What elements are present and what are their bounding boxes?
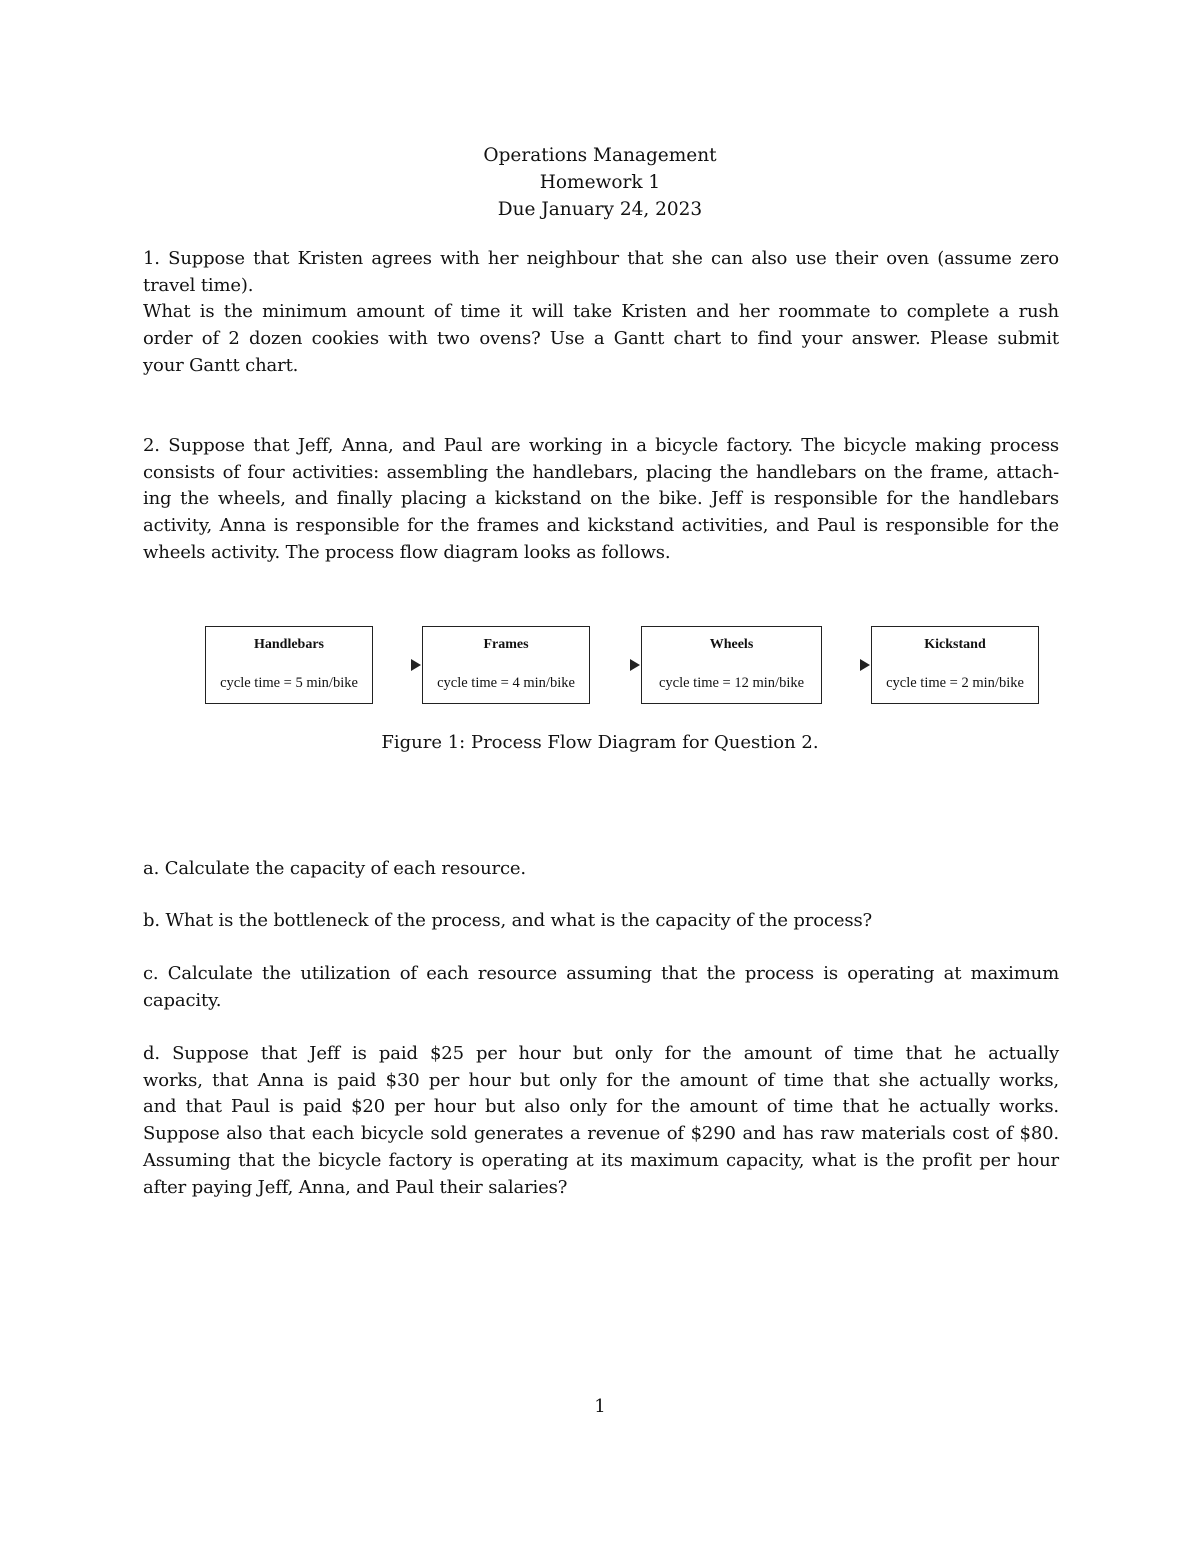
process-step-name: Handlebars [253,637,324,652]
question-2-line: wheels activity. The process flow diagram looks as follows. [143,541,671,563]
question-1 [143,246,1059,380]
question-1-line: What is the minimum amount of time it will take Kristen and her roommate to complete a rush [143,301,1059,323]
process-step-cycle-time: cycle time = 4 min/bike [437,675,575,691]
question-1-line: 1. Suppose that Kristen agrees with her neighbour that she can also use their oven (assume zero [143,248,1059,269]
question-2-line: activity, Anna is responsible for the frames and kickstand activities, and Paul is responsible for the [143,515,1059,537]
due-date: Due January 24, 2023 [497,199,703,220]
process-step-name: Wheels [709,637,754,652]
subquestion-c-line: capacity. [143,989,222,1011]
process-step-cycle-time: cycle time = 12 min/bike [658,675,805,691]
question-2-line: consists of four activities: assembling the handlebars, placing the handlebars on the frame, attach- [143,461,1059,483]
subquestion-d-line: Assuming that the bicycle factory is operating at its maximum capacity, what is the profit per hour [143,1149,1059,1171]
process-step-cycle-time: cycle time = 5 min/bike [220,675,358,691]
subquestion-d-line: and that Paul is paid $20 per hour but also only for the amount of time that he actually works. [143,1096,1059,1118]
question-1-line: your Gantt chart. [143,354,299,376]
process-step-frames [422,626,590,704]
subquestion-b-text: b. What is the bottleneck of the process, and what is the capacity of the process? [143,910,873,931]
subquestion-d-line: works, that Anna is paid $30 per hour but only for the amount of time that she actually works, [143,1069,1059,1091]
subquestion-d-line: after paying Jeff, Anna, and Paul their salaries? [143,1176,568,1198]
flow-arrow-icon [411,659,421,671]
subquestion-a-text: a. Calculate the capacity of each resource. [143,858,526,879]
subquestion-d-line: d. Suppose that Jeff is paid $25 per hour but only for the amount of time that he actually [143,1043,1059,1064]
process-step-name: Frames [483,637,529,652]
figure-caption: Figure 1: Process Flow Diagram for Question 2. [381,732,819,753]
process-step-handlebars [205,626,373,704]
question-2-line: ing the wheels, and finally placing a kickstand on the bike. Jeff is responsible for the handlebars [143,488,1059,510]
subquestion-c-line: c. Calculate the utilization of each resource assuming that the process is operating at maximum [143,963,1059,984]
subquestion-c [143,961,1059,1014]
course-title: Operations Management [483,145,717,166]
question-2 [143,433,1059,567]
question-1-line: order of 2 dozen cookies with two ovens? Use a Gantt chart to find your answer. Please submit [143,328,1059,350]
page-number: 1 [594,1396,606,1417]
process-step-name: Kickstand [924,637,986,652]
flow-arrow-icon [860,659,870,671]
process-step-wheels [641,626,822,704]
subquestion-d [143,1041,1059,1201]
subquestion-d-line: Suppose also that each bicycle sold generates a revenue of $290 and has raw materials cost of $80. [143,1123,1059,1145]
flow-arrow-icon [630,659,640,671]
question-1-line: travel time). [143,274,254,296]
process-step-cycle-time: cycle time = 2 min/bike [886,675,1024,691]
subquestion-a [143,856,1059,883]
subquestion-b [143,908,1059,935]
assignment-title: Homework 1 [539,172,661,193]
process-step-kickstand [871,626,1039,704]
question-2-line: 2. Suppose that Jeff, Anna, and Paul are working in a bicycle factory. The bicycle making process [143,435,1059,456]
